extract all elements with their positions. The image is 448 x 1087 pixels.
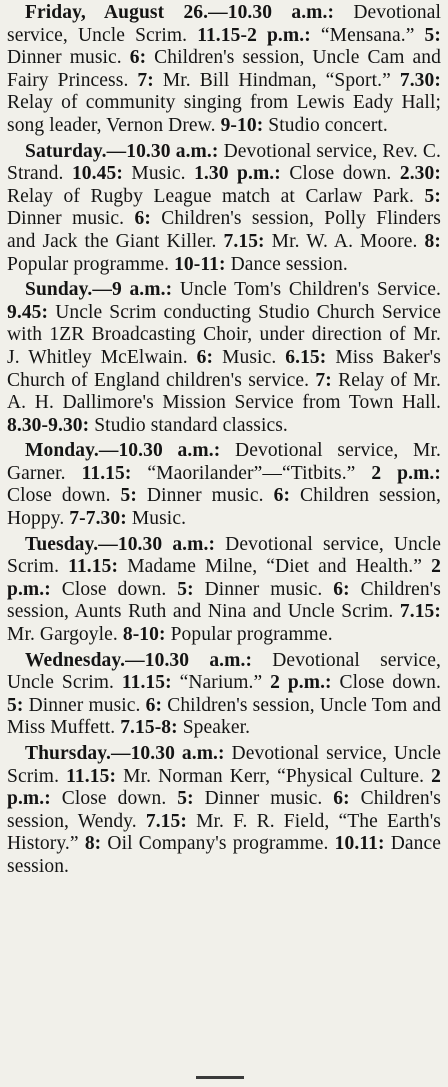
time-heading: 10.45: — [71, 163, 123, 185]
schedule-entry-saturday — [7, 141, 441, 277]
time-heading: 2 p.m.: — [371, 462, 441, 484]
time-heading: 6: — [129, 47, 147, 69]
time-heading: 9-10: — [220, 114, 264, 136]
time-heading: 7.15-8: — [120, 717, 178, 739]
programme-text: Children's session, Uncle Tom and Miss Muffett. — [7, 694, 441, 739]
programme-text: Mr. Norman Kerr, “Physical Culture. — [116, 765, 432, 787]
programme-text: Children's session, Wendy. — [7, 788, 441, 832]
time-heading: 5: — [120, 485, 137, 507]
time-heading: 6: — [196, 346, 214, 368]
programme-text: “Maorilander”—“Titbits.” — [131, 462, 372, 484]
programme-text: Oil Company's programme. — [101, 833, 335, 855]
programme-text: Devotional service, Mr. Garner. — [7, 440, 441, 484]
programme-text: “Narium.” — [171, 672, 271, 694]
time-heading: 5: — [424, 185, 441, 207]
time-heading: 11.15: — [66, 765, 117, 787]
programme-text: Studio standard classics. — [89, 414, 288, 436]
programme-text: Popular programme. — [165, 624, 333, 646]
programme-text: Close down. — [331, 672, 441, 694]
programme-text: Relay of Mr. A. H. Dallimore's Mission Service from Town Hall. — [7, 369, 441, 414]
time-heading: 7: — [137, 69, 154, 91]
time-heading: 8: — [84, 833, 102, 855]
time-heading: 9.45: — [7, 301, 49, 323]
schedule-entry-thursday — [7, 743, 441, 879]
time-heading: 11.15: — [121, 672, 172, 694]
time-heading: 7: — [315, 369, 332, 391]
time-heading: 11.15: — [68, 556, 119, 578]
time-heading: 6.15: — [285, 346, 327, 368]
time-heading: 10-11: — [174, 253, 226, 275]
programme-text: “Mensana.” — [310, 24, 425, 46]
time-heading: 5: — [177, 578, 194, 600]
programme-text: Dinner music. — [23, 694, 146, 716]
programme-text: Mr. Gargoyle. — [7, 624, 123, 646]
programme-text: Mr. F. R. Field, “The Earth's History.” — [7, 810, 441, 855]
time-heading: 6: — [134, 208, 151, 230]
time-heading: 7.30: — [399, 69, 441, 91]
programme-text: Devotional service, Uncle Scrim. — [7, 649, 441, 694]
programme-text: Close down. — [7, 485, 121, 507]
programme-text: Dinner music. — [193, 788, 334, 810]
time-heading: Tuesday.—10.30 a.m.: — [25, 533, 216, 555]
time-heading: 6: — [145, 694, 163, 716]
programme-text: Music. — [213, 346, 286, 368]
time-heading: 8-10: — [122, 624, 166, 646]
programme-text: Music. — [126, 508, 187, 530]
time-heading: 2.30: — [399, 163, 441, 185]
time-heading: Sunday.—9 a.m.: — [25, 279, 173, 301]
programme-text: Devotional service, Uncle Scrim. — [7, 2, 441, 46]
programme-text: Music. — [122, 163, 195, 185]
time-heading: 7.15: — [145, 810, 187, 832]
time-heading: 2 p.m.: — [7, 556, 441, 600]
programme-column — [7, 2, 441, 882]
programme-text: Close down. — [50, 578, 178, 600]
programme-text: Close down. — [280, 163, 400, 185]
programme-text: Mr. W. A. Moore. — [264, 230, 425, 252]
time-heading: Friday, August 26.—10.30 a.m.: — [25, 2, 335, 23]
time-heading: 5: — [177, 788, 194, 810]
programme-text: Relay of community singing from Lewis Eady Hall; song leader, Vernon Drew. — [7, 92, 441, 136]
programme-text: Devotional service, Uncle Scrim. — [7, 533, 441, 578]
programme-text: Devotional service, Rev. C. Strand. — [7, 140, 441, 185]
programme-text: Miss Baker's Church of England children's service. — [7, 346, 441, 391]
programme-text: Dance session. — [7, 833, 441, 877]
programme-text: Children's session, Uncle Cam and Fairy Princess. — [7, 47, 441, 91]
programme-text: Close down. — [50, 788, 178, 810]
time-heading: 5: — [424, 24, 441, 46]
time-heading: Monday.—10.30 a.m.: — [25, 440, 221, 462]
programme-text: Dinner music. — [7, 208, 135, 230]
time-heading: Saturday.—10.30 a.m.: — [25, 140, 219, 162]
time-heading: Wednesday.—10.30 a.m.: — [25, 649, 253, 671]
time-heading: 11.15-2 p.m.: — [197, 24, 311, 46]
time-heading: 6: — [333, 578, 350, 600]
programme-text: Dinner music. — [193, 578, 334, 600]
time-heading: 2 p.m.: — [270, 672, 332, 694]
time-heading: 10.11: — [334, 833, 385, 855]
programme-text: Children's session, Polly Flinders and Jack the Giant Killer. — [7, 208, 441, 252]
time-heading: 5: — [7, 694, 24, 716]
programme-text: Uncle Tom's Children's Service. — [172, 279, 441, 301]
programme-text: Mr. Bill Hindman, “Sport.” — [153, 69, 400, 91]
programme-text: Speaker. — [177, 717, 251, 739]
programme-text: Children's session, Aunts Ruth and Nina and Uncle Scrim. — [7, 578, 441, 623]
programme-text: Relay of Rugby League match at Carlaw Park. — [7, 185, 425, 207]
programme-text: Devotional service, Uncle Scrim. — [7, 743, 441, 787]
programme-text: Madame Milne, “Diet and Health.” — [118, 556, 432, 578]
schedule-entry-sunday — [7, 279, 441, 437]
schedule-entry-tuesday — [7, 534, 441, 647]
time-heading: 8: — [424, 230, 441, 252]
time-heading: 7.15: — [399, 601, 441, 623]
time-heading: 7-7.30: — [69, 508, 127, 530]
programme-text: Dinner music. — [7, 47, 130, 69]
programme-text: Dance session. — [225, 253, 348, 275]
programme-text: Children session, Hoppy. — [7, 485, 441, 530]
time-heading: 2 p.m.: — [7, 765, 442, 810]
programme-text: Uncle Scrim conducting Studio Church Service with 1ZR Broadcasting Choir, under direction of Mr. J. Whitley McElwain. — [7, 301, 441, 368]
programme-text: Dinner music. — [136, 485, 274, 507]
time-heading: 1.30 p.m.: — [194, 163, 281, 185]
time-heading: 6: — [273, 485, 291, 507]
time-heading: Thursday.—10.30 a.m.: — [25, 743, 225, 764]
programme-text: Popular programme. — [7, 253, 175, 275]
programme-text: Studio concert. — [263, 114, 388, 136]
time-heading: 11.15: — [81, 462, 132, 484]
time-heading: 6: — [333, 788, 350, 810]
schedule-entry-friday — [7, 2, 441, 138]
schedule-entry-monday — [7, 440, 441, 530]
time-heading: 7.15: — [223, 230, 265, 252]
closing-rule — [196, 1076, 244, 1079]
time-heading: 8.30-9.30: — [7, 414, 90, 436]
schedule-entry-wednesday — [7, 650, 441, 740]
